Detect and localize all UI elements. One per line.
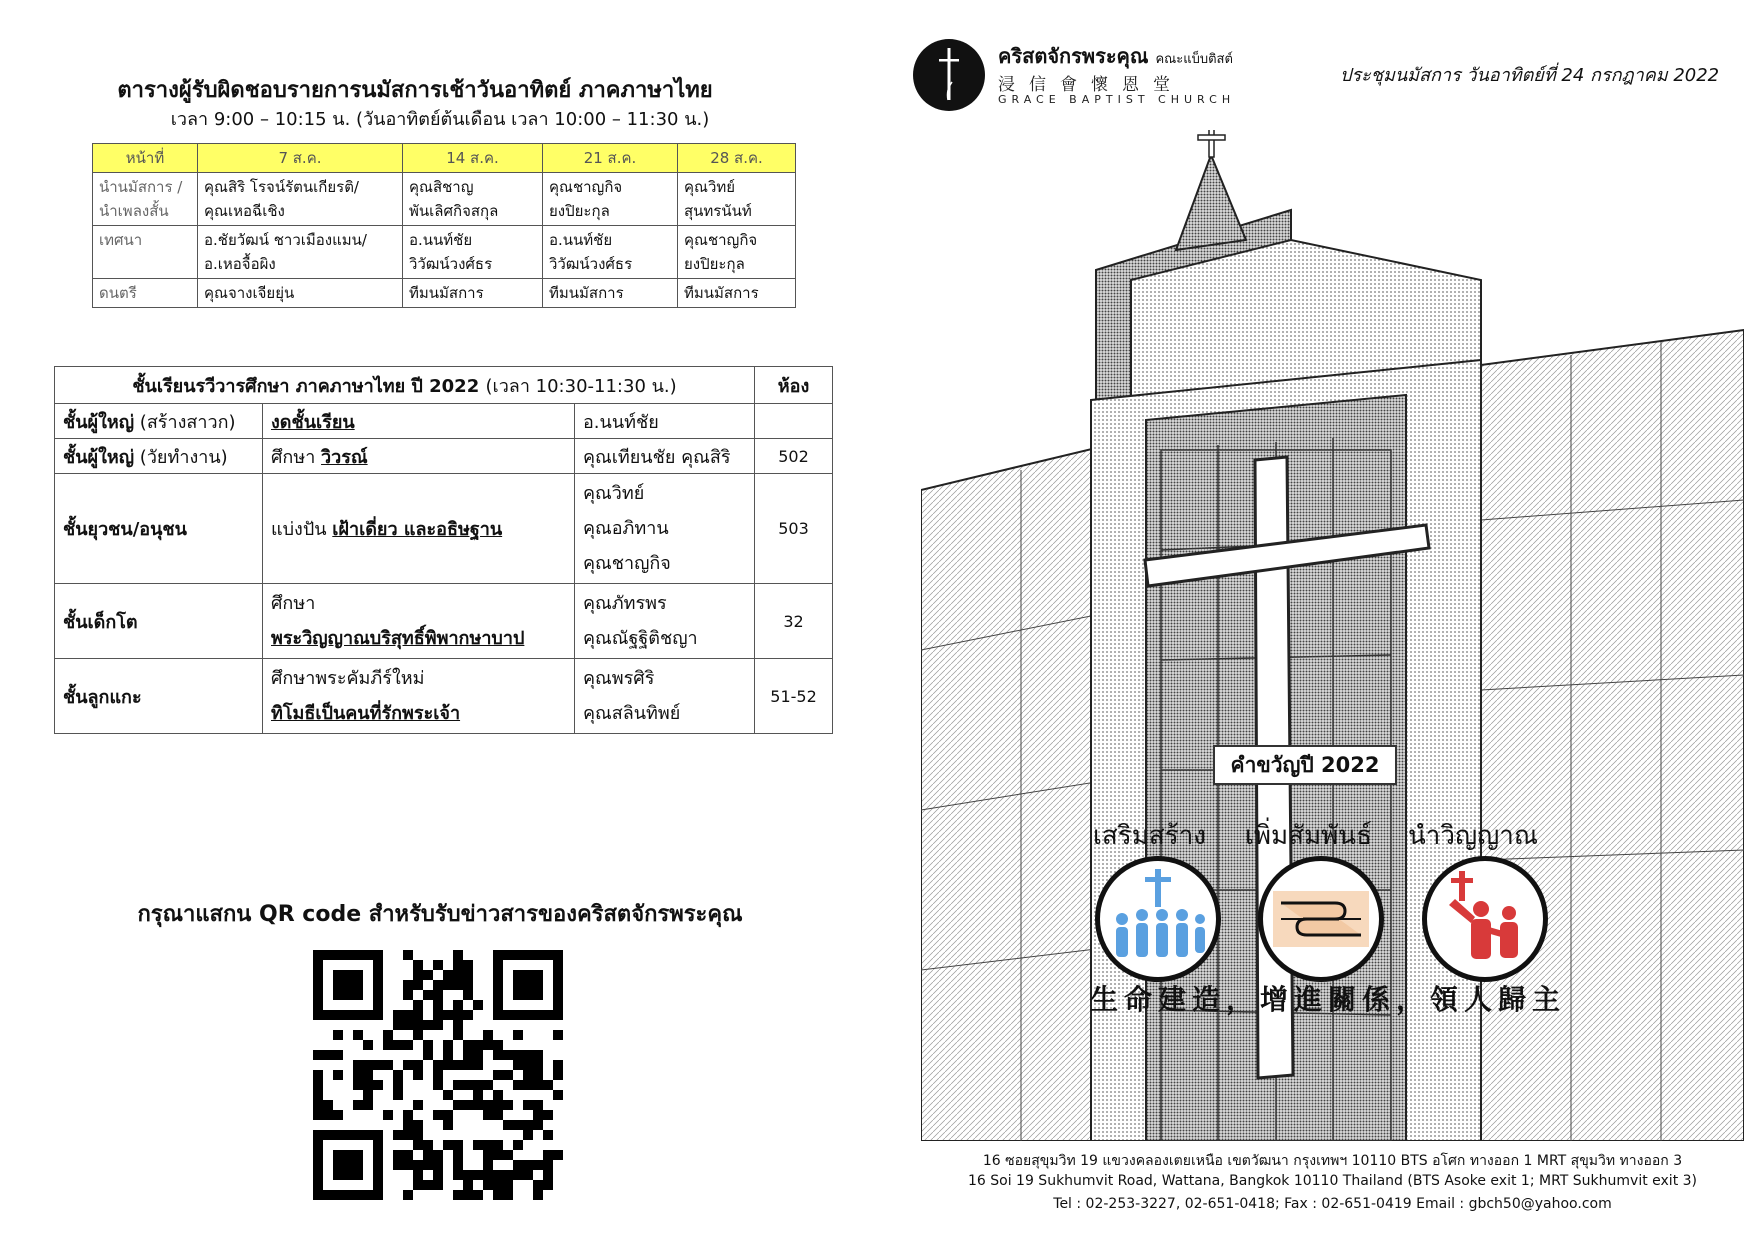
class-teachers: คุณวิทย์ คุณอภิทาน คุณชาญกิจ (575, 474, 755, 584)
motto-word-build: เสริมสร้าง (1093, 821, 1206, 851)
schedule-cell: คุณจางเจียยุ่น (198, 279, 403, 308)
schedule-role: เทศนา (93, 226, 198, 279)
class-subject: ศึกษาพระคัมภีร์ใหม่ ทิโมธีเป็นคนที่รักพระเจ้า (263, 659, 575, 734)
church-denomination: คณะแบ็บติสต์ (1155, 52, 1233, 67)
motto-chinese: 生命建造，增進關係，領人歸主 (1090, 983, 1567, 1016)
church-name-chinese: 浸信會懷恩堂 (998, 75, 1184, 95)
classes-table (54, 366, 833, 734)
schedule-cell: คุณชาญกิจ ยงปิยะกุล (543, 173, 678, 226)
contact-info: Tel : 02-253-3227, 02-651-0418; Fax : 02-651-0419 Email : gbch50@yahoo.com (1053, 1196, 1612, 1212)
schedule-header: 7 ส.ค. (198, 144, 403, 173)
class-name: ชั้นเด็กโต (55, 584, 263, 659)
schedule-cell: ทีมนมัสการ (543, 279, 678, 308)
schedule-title: ตารางผู้รับผิดชอบรายการนมัสการเช้าวันอาทิตย์ ภาคภาษาไทย (117, 78, 713, 103)
church-name-thai: คริสตจักรพระคุณ คณะแบ็บติสต์ (998, 44, 1233, 68)
class-room: 51-52 (755, 659, 833, 734)
schedule-table (92, 143, 796, 308)
classes-title (55, 367, 755, 404)
schedule-cell: คุณชาญกิจ ยงปิยะกุล (678, 226, 796, 279)
table-row (55, 659, 833, 734)
class-name: ชั้นลูกแกะ (55, 659, 263, 734)
class-name: ชั้นยุวชน/อนุชน (55, 474, 263, 584)
schedule-header-row (93, 144, 796, 173)
schedule-header: หน้าที่ (93, 144, 198, 173)
class-subject: งดชั้นเรียน (263, 404, 575, 439)
table-row (55, 584, 833, 659)
qr-caption: กรุณาแสกน QR code สำหรับรับข่าวสารของคริสตจักรพระคุณ (137, 902, 743, 927)
address-thai: 16 ซอยสุขุมวิท 19 แขวงคลองเตยเหนือ เขตวัฒนา กรุงเทพฯ 10110 BTS อโศก ทางออก 1 MRT สุขุมวิท ทางออก 3 (982, 1153, 1683, 1169)
room-header: ห้อง (755, 367, 833, 404)
schedule-cell: อ.นนท์ชัย วิวัฒน์วงศ์ธร (403, 226, 543, 279)
class-room: 503 (755, 474, 833, 584)
schedule-cell: คุณสิริ โรจน์รัตนเกียรติ/ คุณเหอฉีเชิง (198, 173, 403, 226)
schedule-subtitle: เวลา 9:00 – 10:15 น. (วันอาทิตย์ต้นเดือน เวลา 10:00 – 11:30 น.) (170, 109, 710, 130)
schedule-role: ดนตรี (93, 279, 198, 308)
class-teachers: คุณพรศิริ คุณสลินทิพย์ (575, 659, 755, 734)
class-teachers: คุณเทียนชัย คุณสิริ (575, 439, 755, 474)
schedule-cell: อ.ชัยวัฒน์ ชาวเมืองแมน/ อ.เหอจื้อผิง (198, 226, 403, 279)
address-english: 16 Soi 19 Sukhumvit Road, Wattana, Bangkok 10110 Thailand (BTS Asoke exit 1; MRT Sukhumvit exit 3) (967, 1173, 1697, 1189)
classes-title-main: ชั้นเรียนรวีวารศึกษา ภาคภาษาไทย ปี 2022 (132, 375, 480, 397)
classes-header-row (55, 367, 833, 404)
table-row (55, 404, 833, 439)
class-name: ชั้นผู้ใหญ่ (วัยทำงาน) (55, 439, 263, 474)
class-room: 502 (755, 439, 833, 474)
congregation-cross-icon (1095, 856, 1221, 982)
class-teachers: คุณภัทรพร คุณณัฐฐิติชญา (575, 584, 755, 659)
qr-code[interactable] (313, 950, 563, 1200)
schedule-cell: ทีมนมัสการ (403, 279, 543, 308)
class-room (755, 404, 833, 439)
motto-word-relationship: เพิ่มสัมพันธ์ (1245, 821, 1372, 851)
class-name: ชั้นผู้ใหญ่ (สร้างสาวก) (55, 404, 263, 439)
class-teachers: อ.นนท์ชัย (575, 404, 755, 439)
schedule-header: 28 ส.ค. (678, 144, 796, 173)
class-subject: ศึกษา วิวรณ์ (263, 439, 575, 474)
schedule-cell: อ.นนท์ชัย วิวัฒน์วงศ์ธร (543, 226, 678, 279)
schedule-header: 21 ส.ค. (543, 144, 678, 173)
class-subject: ศึกษา พระวิญญาณบริสุทธิ์พิพากษาบาป (263, 584, 575, 659)
schedule-header: 14 ส.ค. (403, 144, 543, 173)
service-date: ประชุมนมัสการ วันอาทิตย์ที่ 24 กรกฎาคม 2022 (1340, 65, 1720, 86)
motto-word-evangelize: นำวิญญาณ (1408, 821, 1538, 851)
schedule-cell: คุณสิชาญ พันเลิศกิจสกุล (403, 173, 543, 226)
handshake-icon (1258, 856, 1384, 982)
classes-title-time: (เวลา 10:30-11:30 น.) (485, 375, 677, 397)
table-row (55, 474, 833, 584)
table-row (93, 279, 796, 308)
schedule-role: นำนมัสการ / นำเพลงสั้น (93, 173, 198, 226)
schedule-cell: คุณวิทย์ สุนทรนันท์ (678, 173, 796, 226)
motto-title: คำขวัญปี 2022 (1213, 745, 1397, 785)
class-subject: แบ่งปัน เฝ้าเดี่ยว และอธิษฐาน (263, 474, 575, 584)
leading-people-cross-icon (1422, 856, 1548, 982)
church-logo (912, 38, 986, 112)
class-room: 32 (755, 584, 833, 659)
schedule-cell: ทีมนมัสการ (678, 279, 796, 308)
table-row (55, 439, 833, 474)
church-name-english: GRACE BAPTIST CHURCH (998, 93, 1236, 106)
table-row (93, 173, 796, 226)
table-row (93, 226, 796, 279)
